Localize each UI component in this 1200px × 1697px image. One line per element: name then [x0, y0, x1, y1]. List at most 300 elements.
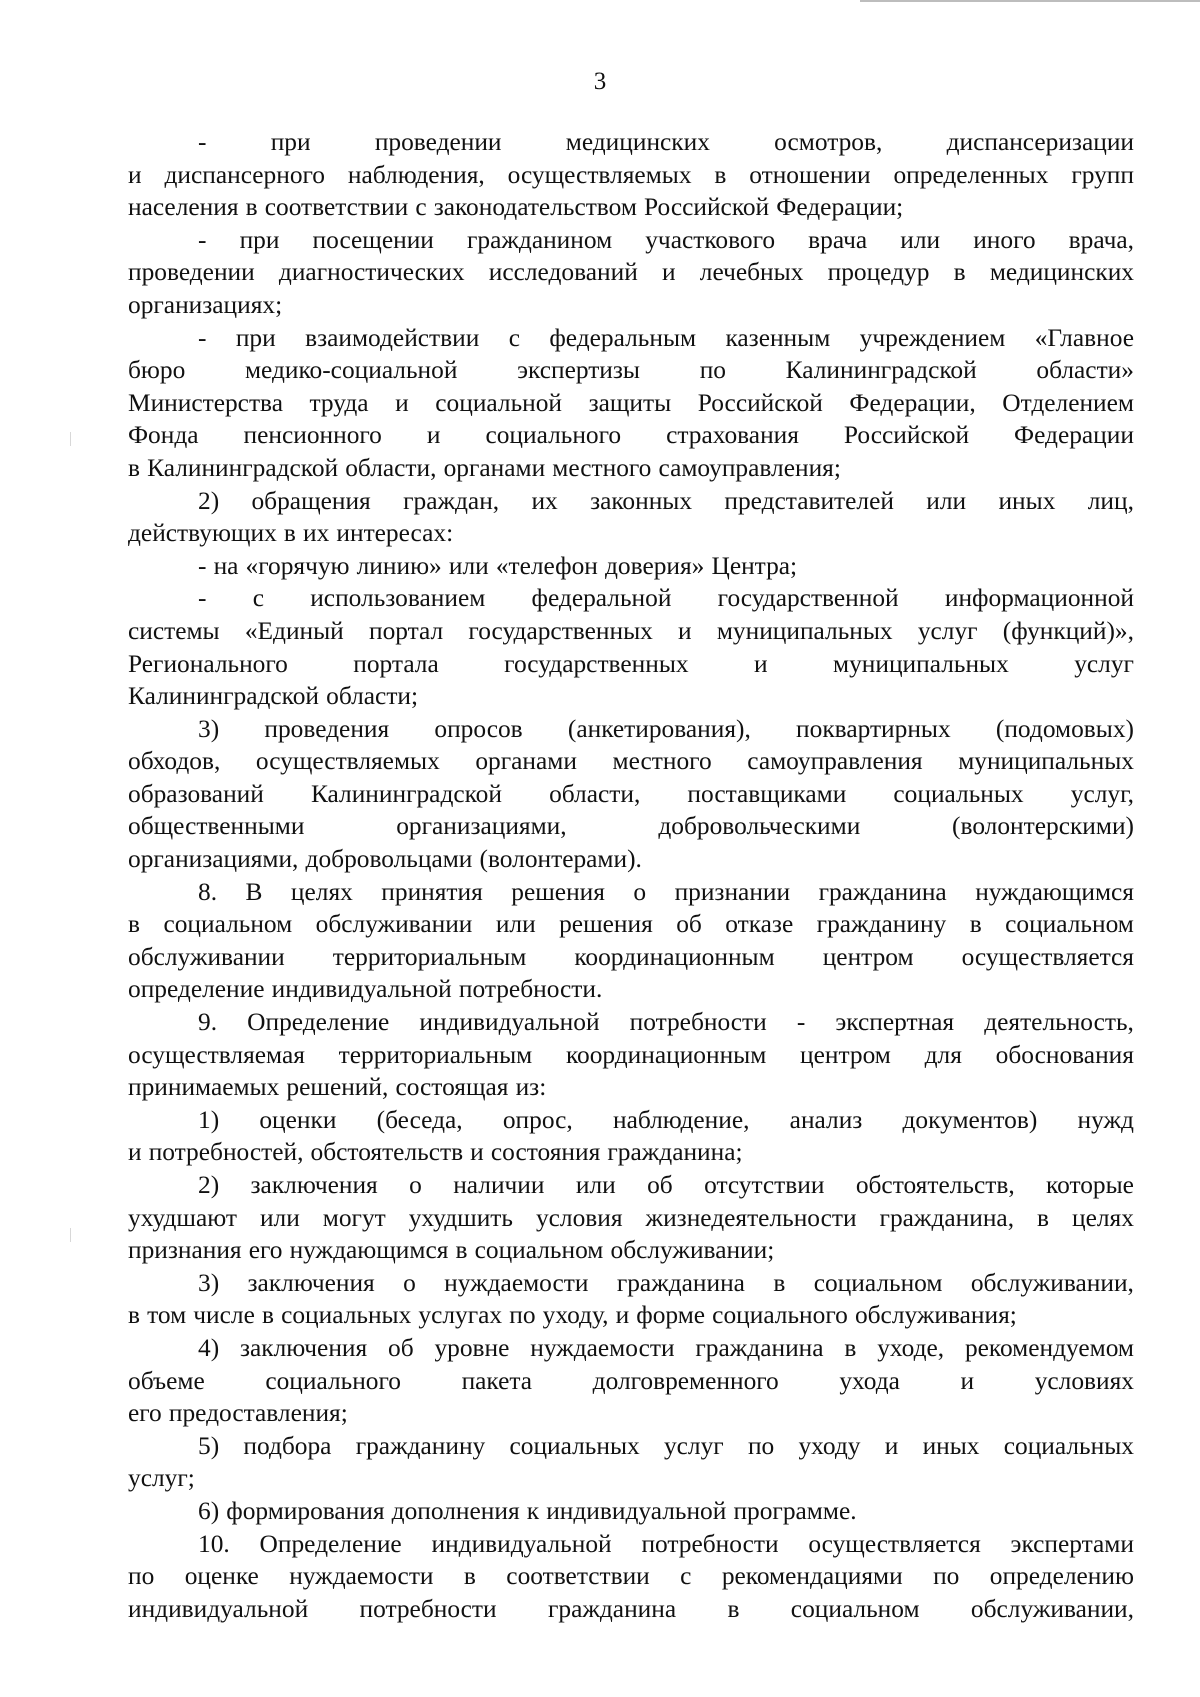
- text-word: использованием: [310, 584, 486, 613]
- text-word: в: [773, 1268, 786, 1297]
- text-word: «Единый: [244, 616, 344, 645]
- text-word: уровне: [434, 1333, 510, 1362]
- text-word: 2): [198, 1171, 220, 1199]
- text-word: защиты: [588, 388, 672, 417]
- text-word: в: [727, 1594, 740, 1623]
- text-word: Российской: [697, 388, 823, 417]
- text-word: отказе: [725, 910, 794, 939]
- text-word: проведения: [264, 714, 390, 743]
- text-word: иных: [922, 1431, 980, 1460]
- text-word: осуществляется: [808, 1529, 981, 1558]
- text-word: области»: [1036, 356, 1134, 385]
- text-word: координационным: [565, 1040, 767, 1069]
- text-word: и: [426, 421, 441, 450]
- text-word: их: [531, 486, 558, 515]
- text-word: условиях: [1034, 1366, 1134, 1395]
- text-word: 3): [198, 1268, 220, 1297]
- text-word: решения: [559, 910, 653, 939]
- text-word: при: [239, 225, 280, 254]
- text-word: или: [448, 551, 489, 580]
- text-word: ухудшают: [128, 1203, 237, 1232]
- text-word: гражданину: [355, 1431, 486, 1460]
- text-word: социальных: [893, 779, 1024, 808]
- text-word: В: [245, 877, 263, 906]
- text-word: осуществляемых: [255, 747, 440, 776]
- text-word: местного: [552, 453, 652, 482]
- text-word: при: [235, 323, 276, 352]
- text-word: законодательством: [433, 193, 637, 222]
- text-line: [128, 745, 1134, 778]
- text-word: соответствии: [506, 1562, 650, 1591]
- text-word: 9.: [198, 1008, 218, 1037]
- text-line: [128, 1397, 1134, 1430]
- text-line: [128, 159, 1134, 192]
- text-word: Калининградской: [147, 453, 339, 482]
- text-word: врача,: [1068, 225, 1134, 254]
- text-word: проведении: [128, 258, 255, 287]
- text-word: групп: [1071, 160, 1134, 189]
- text-word: его: [248, 1236, 283, 1265]
- text-word: по: [747, 1431, 775, 1460]
- text-line: [128, 322, 1134, 355]
- text-word: в: [463, 1562, 476, 1591]
- text-word: об: [676, 910, 702, 939]
- text-line: [128, 908, 1134, 941]
- text-word: уходу: [798, 1431, 861, 1460]
- text-word: информационной: [944, 584, 1134, 613]
- text-word: нужд: [1077, 1105, 1134, 1134]
- text-word: числе: [193, 1301, 255, 1330]
- text-word: Федерации,: [849, 388, 976, 417]
- text-word: 6): [198, 1496, 220, 1525]
- text-word: и: [884, 1431, 899, 1460]
- text-word: и: [662, 258, 676, 287]
- text-word: 8.: [198, 877, 218, 906]
- text-word: 4): [198, 1333, 220, 1362]
- text-word: -: [198, 128, 207, 156]
- text-word: портала: [353, 649, 439, 678]
- text-word: долговременного: [592, 1366, 779, 1395]
- text-line: [128, 1462, 1134, 1495]
- text-word: документов): [902, 1105, 1038, 1134]
- text-word: потребности: [641, 1529, 779, 1558]
- text-line: [128, 1136, 1134, 1169]
- text-line: [128, 1202, 1134, 1235]
- text-word: 1): [198, 1105, 220, 1134]
- text-word: состоящая: [395, 1073, 509, 1102]
- text-word: в: [455, 1236, 468, 1265]
- text-word: Фонда: [128, 421, 199, 450]
- text-word: форме: [636, 1301, 706, 1330]
- text-word: -: [198, 225, 207, 254]
- text-line: [128, 615, 1134, 648]
- text-line: [128, 191, 1134, 224]
- text-word: экспертизы: [517, 356, 640, 385]
- text-word: самоуправления: [747, 747, 923, 776]
- text-word: координационным: [574, 942, 775, 971]
- text-word: с: [252, 584, 264, 613]
- text-word: целях: [1071, 1203, 1134, 1232]
- text-word: центром: [800, 1040, 891, 1069]
- text-word: обслуживании: [315, 910, 473, 939]
- text-word: потребности: [629, 1008, 767, 1037]
- text-word: о: [409, 1171, 422, 1199]
- text-word: с: [680, 1562, 692, 1591]
- text-word: бюро: [128, 356, 186, 385]
- scan-margin-mark: [70, 432, 71, 446]
- text-word: федеральным: [549, 323, 697, 352]
- text-word: услугах: [418, 1301, 503, 1330]
- text-word: нуждаемости: [289, 1562, 434, 1591]
- text-word: с: [415, 193, 427, 222]
- text-word: представителей: [724, 486, 894, 515]
- text-word: (волонтерскими): [952, 812, 1134, 841]
- text-line: [128, 1006, 1134, 1039]
- text-word: Центра;: [711, 551, 798, 580]
- text-word: государственных: [468, 616, 653, 645]
- text-line: [128, 1299, 1134, 1332]
- text-word: или: [575, 1171, 616, 1199]
- text-word: индивидуальной: [128, 1594, 309, 1623]
- text-line: [128, 1169, 1134, 1202]
- text-word: отсутствии: [704, 1171, 825, 1199]
- text-word: линию»: [356, 551, 442, 580]
- text-word: обслуживании;: [610, 1236, 775, 1265]
- text-word: его: [128, 1399, 162, 1428]
- text-word: рекомендуемом: [964, 1333, 1134, 1362]
- text-word: «горячую: [245, 551, 350, 580]
- text-word: социального: [265, 1366, 401, 1395]
- text-word: медицинских: [565, 128, 710, 156]
- text-word: опросов: [434, 714, 523, 743]
- text-word: учреждением: [859, 323, 1006, 352]
- text-word: образований: [128, 779, 264, 808]
- text-word: наблюдение,: [612, 1105, 750, 1134]
- text-word: определенных: [893, 160, 1049, 189]
- document-body: [128, 126, 1134, 1625]
- text-word: организациях;: [128, 290, 283, 319]
- text-word: принятия: [381, 877, 483, 906]
- text-word: иного: [973, 225, 1036, 254]
- text-word: в: [283, 519, 296, 548]
- text-word: гражданину: [816, 910, 947, 939]
- text-word: в: [128, 453, 140, 482]
- text-word: территориальным: [338, 1040, 533, 1069]
- text-word: социальном: [163, 910, 293, 939]
- text-word: по: [699, 356, 726, 385]
- text-line: [128, 485, 1134, 518]
- text-word: социальных: [1003, 1431, 1134, 1460]
- text-word: признании: [674, 877, 791, 906]
- text-word: (беседа,: [376, 1105, 463, 1134]
- text-word: добровольческими: [658, 812, 861, 841]
- text-word: социальном: [790, 1594, 920, 1623]
- text-word: добровольцами: [305, 845, 473, 874]
- text-word: признания: [128, 1236, 242, 1265]
- text-line: [128, 1332, 1134, 1365]
- text-word: индивидуальной: [419, 1008, 600, 1037]
- text-word: посещении: [312, 225, 434, 254]
- text-word: рекомендациями: [721, 1562, 903, 1591]
- text-word: об: [388, 1333, 414, 1362]
- text-word: индивидуальной: [271, 975, 452, 1004]
- text-word: осуществляемых: [507, 160, 692, 189]
- text-word: социальном: [1005, 910, 1134, 939]
- text-word: в: [844, 1333, 857, 1362]
- text-word: гражданина: [616, 1268, 745, 1297]
- text-word: системы: [128, 616, 220, 645]
- text-word: иных: [998, 486, 1056, 515]
- text-line: [128, 1071, 1134, 1104]
- text-word: лечебных: [699, 258, 804, 287]
- text-word: самоуправления;: [658, 453, 841, 482]
- text-word: гражданина;: [607, 1138, 743, 1167]
- text-word: потребностей,: [148, 1138, 304, 1167]
- text-word: области,: [345, 453, 437, 482]
- text-word: социальных: [509, 1431, 640, 1460]
- text-word: 3): [198, 714, 220, 743]
- text-line: [128, 1234, 1134, 1267]
- text-word: Федерации: [1014, 421, 1134, 450]
- text-word: «телефон: [495, 551, 598, 580]
- text-line: [128, 1528, 1134, 1561]
- text-word: населения: [128, 193, 239, 222]
- text-word: (анкетирования),: [567, 714, 751, 743]
- text-word: организациями,: [396, 812, 567, 841]
- text-word: организациями,: [128, 845, 299, 874]
- text-word: медицинских: [989, 258, 1134, 287]
- text-word: заключения: [247, 1268, 375, 1297]
- text-word: деятельность,: [984, 1008, 1134, 1037]
- text-word: общественными: [128, 812, 305, 841]
- text-line: [128, 550, 1134, 583]
- text-line: [128, 1104, 1134, 1137]
- text-word: обоснования: [995, 1040, 1134, 1069]
- text-word: органами: [475, 747, 577, 776]
- text-word: и: [678, 616, 692, 645]
- text-word: 10.: [198, 1529, 230, 1558]
- text-word: в: [714, 160, 727, 189]
- text-word: в: [261, 1301, 274, 1330]
- text-line: [128, 582, 1134, 615]
- text-word: или: [900, 225, 941, 254]
- text-word: гражданином: [466, 225, 613, 254]
- text-word: дополнения: [391, 1496, 520, 1525]
- text-word: и: [754, 649, 768, 678]
- text-word: подбора: [243, 1431, 332, 1460]
- text-word: Калининградской: [128, 682, 320, 711]
- text-word: формирования: [226, 1496, 385, 1525]
- text-word: состояния: [490, 1138, 601, 1167]
- text-word: определению: [989, 1562, 1134, 1591]
- text-word: страхования: [666, 421, 799, 450]
- text-word: органами: [443, 453, 546, 482]
- text-word: оценки: [259, 1105, 337, 1134]
- text-line: [128, 941, 1134, 974]
- text-word: Отделением: [1002, 388, 1134, 417]
- text-word: гражданина: [818, 877, 947, 906]
- text-line: [128, 224, 1134, 257]
- text-word: Регионального: [128, 649, 288, 678]
- text-word: или: [926, 486, 967, 515]
- scan-margin-mark: [70, 1228, 71, 1242]
- text-word: или: [259, 1203, 300, 1232]
- text-word: пакета: [461, 1366, 533, 1395]
- text-word: в: [1037, 1203, 1050, 1232]
- text-word: соответствии: [264, 193, 409, 222]
- text-line: [128, 1593, 1134, 1626]
- text-line: [128, 517, 1134, 550]
- text-word: индивидуальной: [431, 1529, 612, 1558]
- text-word: в: [128, 910, 140, 939]
- text-word: федеральной: [531, 584, 672, 613]
- text-word: гражданина: [547, 1594, 677, 1623]
- text-word: обслуживании,: [970, 1268, 1134, 1297]
- text-line: [128, 713, 1134, 746]
- text-word: и: [615, 1301, 630, 1330]
- text-word: экспертная: [835, 1008, 955, 1037]
- text-word: наличии: [453, 1171, 545, 1199]
- text-line: [128, 256, 1134, 289]
- text-word: потребности: [359, 1594, 497, 1623]
- text-word: ухудшить: [408, 1203, 513, 1232]
- text-word: социального: [485, 421, 622, 450]
- text-word: -: [796, 1008, 806, 1037]
- text-word: территориальным: [332, 942, 527, 971]
- text-word: 5): [198, 1431, 220, 1460]
- text-word: обстоятельств,: [855, 1171, 1015, 1199]
- text-word: осуществляется: [961, 942, 1134, 971]
- text-word: услуг: [917, 616, 978, 645]
- text-word: портал: [368, 616, 444, 645]
- text-word: решений,: [286, 1073, 389, 1102]
- text-word: определение: [128, 975, 265, 1004]
- text-line: [128, 289, 1134, 322]
- text-word: в: [953, 258, 966, 287]
- text-word: -: [198, 323, 207, 352]
- text-word: в: [245, 193, 258, 222]
- text-word: обстоятельств: [310, 1138, 464, 1167]
- text-word: -: [198, 551, 207, 580]
- text-word: (функций)»,: [1002, 616, 1134, 645]
- text-word: медико-социальной: [244, 356, 458, 385]
- text-word: обслуживании,: [970, 1594, 1134, 1623]
- text-line: [128, 648, 1134, 681]
- text-word: центром: [822, 942, 914, 971]
- text-word: ухода: [839, 1366, 900, 1395]
- text-word: муниципальных: [958, 747, 1134, 776]
- text-word: на: [213, 551, 239, 580]
- text-word: услуг: [1074, 649, 1134, 678]
- text-word: граждан,: [403, 486, 500, 515]
- text-word: законных: [590, 486, 693, 515]
- text-line: [128, 1365, 1134, 1398]
- text-word: с: [508, 323, 520, 352]
- text-word: диспансеризации: [946, 128, 1134, 156]
- text-word: муниципальных: [716, 616, 893, 645]
- text-word: объеме: [128, 1366, 205, 1395]
- text-word: пенсионного: [243, 421, 382, 450]
- text-word: Определение: [259, 1529, 402, 1558]
- text-word: опрос,: [502, 1105, 573, 1134]
- text-word: при: [270, 128, 311, 156]
- text-word: услуг,: [1070, 779, 1134, 808]
- text-word: и: [960, 1366, 975, 1395]
- text-word: нуждаемости: [444, 1268, 589, 1297]
- text-word: потребности.: [458, 975, 603, 1004]
- scan-top-edge-line: [860, 0, 1200, 2]
- text-word: социальной: [435, 388, 563, 417]
- text-word: и: [470, 1138, 484, 1167]
- text-word: об: [647, 1171, 673, 1199]
- text-word: решения: [511, 877, 605, 906]
- text-word: целях: [290, 877, 353, 906]
- text-word: отношении: [749, 160, 871, 189]
- text-word: том: [147, 1301, 187, 1330]
- text-word: к: [526, 1496, 540, 1525]
- text-word: могут: [322, 1203, 386, 1232]
- text-word: «Главное: [1034, 323, 1134, 352]
- text-word: о: [633, 877, 647, 906]
- text-word: диспансерного: [164, 160, 325, 189]
- text-line: [128, 1430, 1134, 1463]
- text-line: [128, 1495, 1134, 1528]
- text-word: нуждаемости: [530, 1333, 675, 1362]
- text-word: взаимодействии: [305, 323, 480, 352]
- text-word: социальном: [813, 1268, 943, 1297]
- text-word: Федерации;: [776, 193, 904, 222]
- text-word: для: [924, 1040, 962, 1069]
- text-word: Калининградской: [785, 356, 977, 385]
- text-word: заключения: [250, 1171, 378, 1199]
- text-line: [128, 1039, 1134, 1072]
- text-word: врача: [808, 225, 868, 254]
- text-word: жизнедеятельности: [645, 1203, 857, 1232]
- text-word: местного: [612, 747, 712, 776]
- text-word: Министерства: [128, 388, 283, 417]
- text-word: их: [302, 519, 330, 548]
- text-line: [128, 876, 1134, 909]
- text-word: интересах:: [336, 519, 454, 548]
- text-line: [128, 1560, 1134, 1593]
- text-word: поквартирных: [796, 714, 951, 743]
- text-word: наблюдения,: [347, 160, 485, 189]
- text-word: диагностических: [278, 258, 465, 287]
- text-line: [128, 126, 1134, 159]
- text-line: [128, 778, 1134, 811]
- text-word: Российской: [644, 193, 770, 222]
- text-line: [128, 419, 1134, 452]
- text-word: Калининградской: [310, 779, 502, 808]
- text-word: -: [198, 584, 207, 613]
- text-word: или: [495, 910, 536, 939]
- text-word: уходу,: [542, 1301, 609, 1330]
- text-word: услуг: [663, 1431, 724, 1460]
- text-line: [128, 387, 1134, 420]
- text-word: лиц,: [1087, 486, 1134, 515]
- text-word: гражданина: [695, 1333, 824, 1362]
- text-line: [128, 843, 1134, 876]
- text-word: Российской: [843, 421, 970, 450]
- text-word: осуществляемая: [128, 1040, 305, 1069]
- text-word: обслуживании: [128, 942, 285, 971]
- text-word: анализ: [789, 1105, 863, 1134]
- text-word: в: [128, 1301, 140, 1330]
- text-word: доверия»: [604, 551, 705, 580]
- text-word: муниципальных: [833, 649, 1009, 678]
- text-word: и: [128, 1138, 142, 1167]
- page-number: 3: [593, 68, 607, 95]
